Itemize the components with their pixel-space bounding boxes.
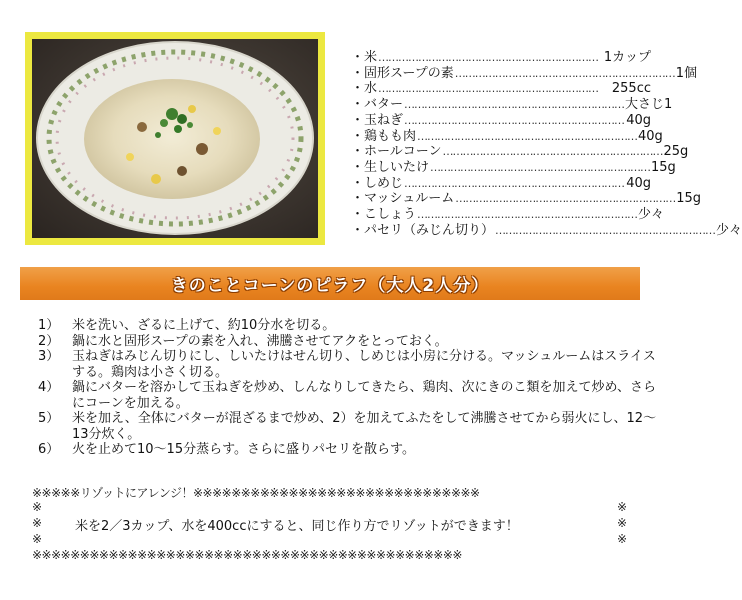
ingredient-quantity: 大さじ1 xyxy=(625,97,673,113)
ingredient-name: ・マッシュルーム xyxy=(351,191,455,207)
ingredient-quantity: 1カップ xyxy=(603,50,651,65)
recipe-title: きのことコーンのピラフ（大人2人分） xyxy=(170,276,490,296)
step-number: 4） xyxy=(38,380,60,395)
ingredient-row xyxy=(351,159,676,176)
recipe-step xyxy=(38,318,658,334)
pilaf-photo xyxy=(25,32,325,245)
note-bottom-border: ※※※※※※※※※※※※※※※※※※※※※※※※※※※※※※※※※※※※※※※※※※※※※ xyxy=(32,548,462,562)
note-left-mark: ※ xyxy=(32,516,43,530)
step-text: 玉ねぎはみじん切りにし、しいたけはせん切り、しめじは小房に分ける。マッシュルームはスライスする。鶏肉は小さく切る。 xyxy=(72,349,656,380)
ingredient-quantity: 少々 xyxy=(638,207,665,223)
ingredient-quantity: 15g xyxy=(651,159,676,175)
ingredient-quantity: 1個 xyxy=(675,65,697,81)
leader-dots: ………………………………………………………… xyxy=(495,223,716,237)
recipe-step xyxy=(38,380,658,411)
ingredient-row xyxy=(351,128,663,145)
ingredient-row xyxy=(351,144,689,160)
leader-dots: ………………………………………………………… xyxy=(404,113,625,127)
step-number: 2） xyxy=(38,333,60,349)
step-text: 米を洗い、ざるに上げて、約10分水を切る。 xyxy=(72,318,336,333)
ingredient-row xyxy=(351,176,651,192)
ingredient-name: ・米 xyxy=(351,50,378,65)
recipe-step xyxy=(38,411,658,442)
ingredient-row xyxy=(351,191,702,207)
recipe-title-bar xyxy=(20,267,640,300)
ingredient-list xyxy=(351,50,742,238)
ingredient-row xyxy=(351,50,651,66)
ingredient-name: ・水 xyxy=(351,81,378,97)
step-text: 米を加え、全体にバターが混ざるまで炒め、2）を加えてふたをして沸騰させてから弱火にし、12～13分炊く。 xyxy=(72,411,657,442)
note-top-border: ※※※※※リゾットにアレンジ！※※※※※※※※※※※※※※※※※※※※※※※※※※※※※※ xyxy=(32,486,480,500)
recipe-step xyxy=(38,334,658,350)
ingredient-name: ・バター xyxy=(351,97,404,113)
ingredient-row xyxy=(351,113,651,129)
note-right-mark: ※ xyxy=(617,532,628,546)
recipe-step xyxy=(38,442,658,458)
ingredient-row xyxy=(351,65,697,82)
ingredient-row xyxy=(351,81,651,97)
ingredient-name: ・こしょう xyxy=(351,207,417,223)
leader-dots: ………………………………………………………… xyxy=(417,129,638,143)
note-left-mark: ※ xyxy=(32,532,43,546)
step-number: 3） xyxy=(38,349,60,364)
ingredient-name: ・しめじ xyxy=(351,175,404,191)
ingredient-quantity: 255cc xyxy=(611,81,651,97)
ingredient-quantity: 40g xyxy=(638,128,663,144)
ingredient-name: ・玉ねぎ xyxy=(351,112,404,128)
leader-dots: ………………………………………………………… xyxy=(442,145,663,159)
note-left-mark: ※ xyxy=(32,500,43,514)
ingredient-name: ・パセリ（みじん切り） xyxy=(351,222,495,238)
leader-dots: ………………………………………………………… xyxy=(417,208,638,222)
note-right-mark: ※ xyxy=(617,500,628,514)
risotto-note: 米を2／3カップ、水を400ccにすると、同じ作り方でリゾットができます！ xyxy=(75,519,519,534)
step-text: 鍋に水と固形スープの素を入れ、沸騰させてアクをとっておく。 xyxy=(72,333,448,349)
step-text: 火を止めて10～15分蒸らす。さらに盛りパセリを散らす。 xyxy=(72,442,416,457)
note-right-mark: ※ xyxy=(617,516,628,530)
ingredient-name: ・固形スープの素 xyxy=(351,65,454,81)
step-text: 鍋にバターを溶かして玉ねぎを炒め、しんなりしてきたら、鶏肉、次にきのこ類を加えて炒め、さらにコーンを加える。 xyxy=(72,380,656,411)
leader-dots: ………………………………………………………… xyxy=(378,82,599,96)
recipe-steps xyxy=(38,318,658,458)
ingredient-quantity: 25g xyxy=(663,144,689,160)
ingredient-name: ・生しいたけ xyxy=(351,159,430,175)
ingredient-quantity: 15g xyxy=(676,191,702,207)
leader-dots: ………………………………………………………… xyxy=(430,160,651,174)
ingredient-name: ・鶏もも肉 xyxy=(351,128,417,144)
step-number: 5） xyxy=(38,411,60,426)
ingredient-row xyxy=(351,222,742,239)
ingredient-row xyxy=(351,97,673,113)
ingredient-quantity: 40g xyxy=(626,175,651,191)
ingredient-quantity: 40g xyxy=(626,112,651,128)
pilaf-photo-image xyxy=(32,39,318,238)
step-number: 6） xyxy=(38,442,60,457)
pilaf-plate-illustration xyxy=(32,39,318,238)
leader-dots: ………………………………………………………… xyxy=(378,51,599,64)
ingredient-name: ・ホールコーン xyxy=(351,144,442,160)
ingredient-row xyxy=(351,207,665,223)
step-number: 1） xyxy=(38,318,60,333)
leader-dots: ………………………………………………………… xyxy=(404,176,625,190)
leader-dots: ………………………………………………………… xyxy=(455,192,676,206)
leader-dots: ………………………………………………………… xyxy=(404,98,625,112)
recipe-step xyxy=(38,349,658,380)
ingredient-quantity: 少々 xyxy=(716,222,742,238)
leader-dots: ………………………………………………………… xyxy=(454,66,675,80)
